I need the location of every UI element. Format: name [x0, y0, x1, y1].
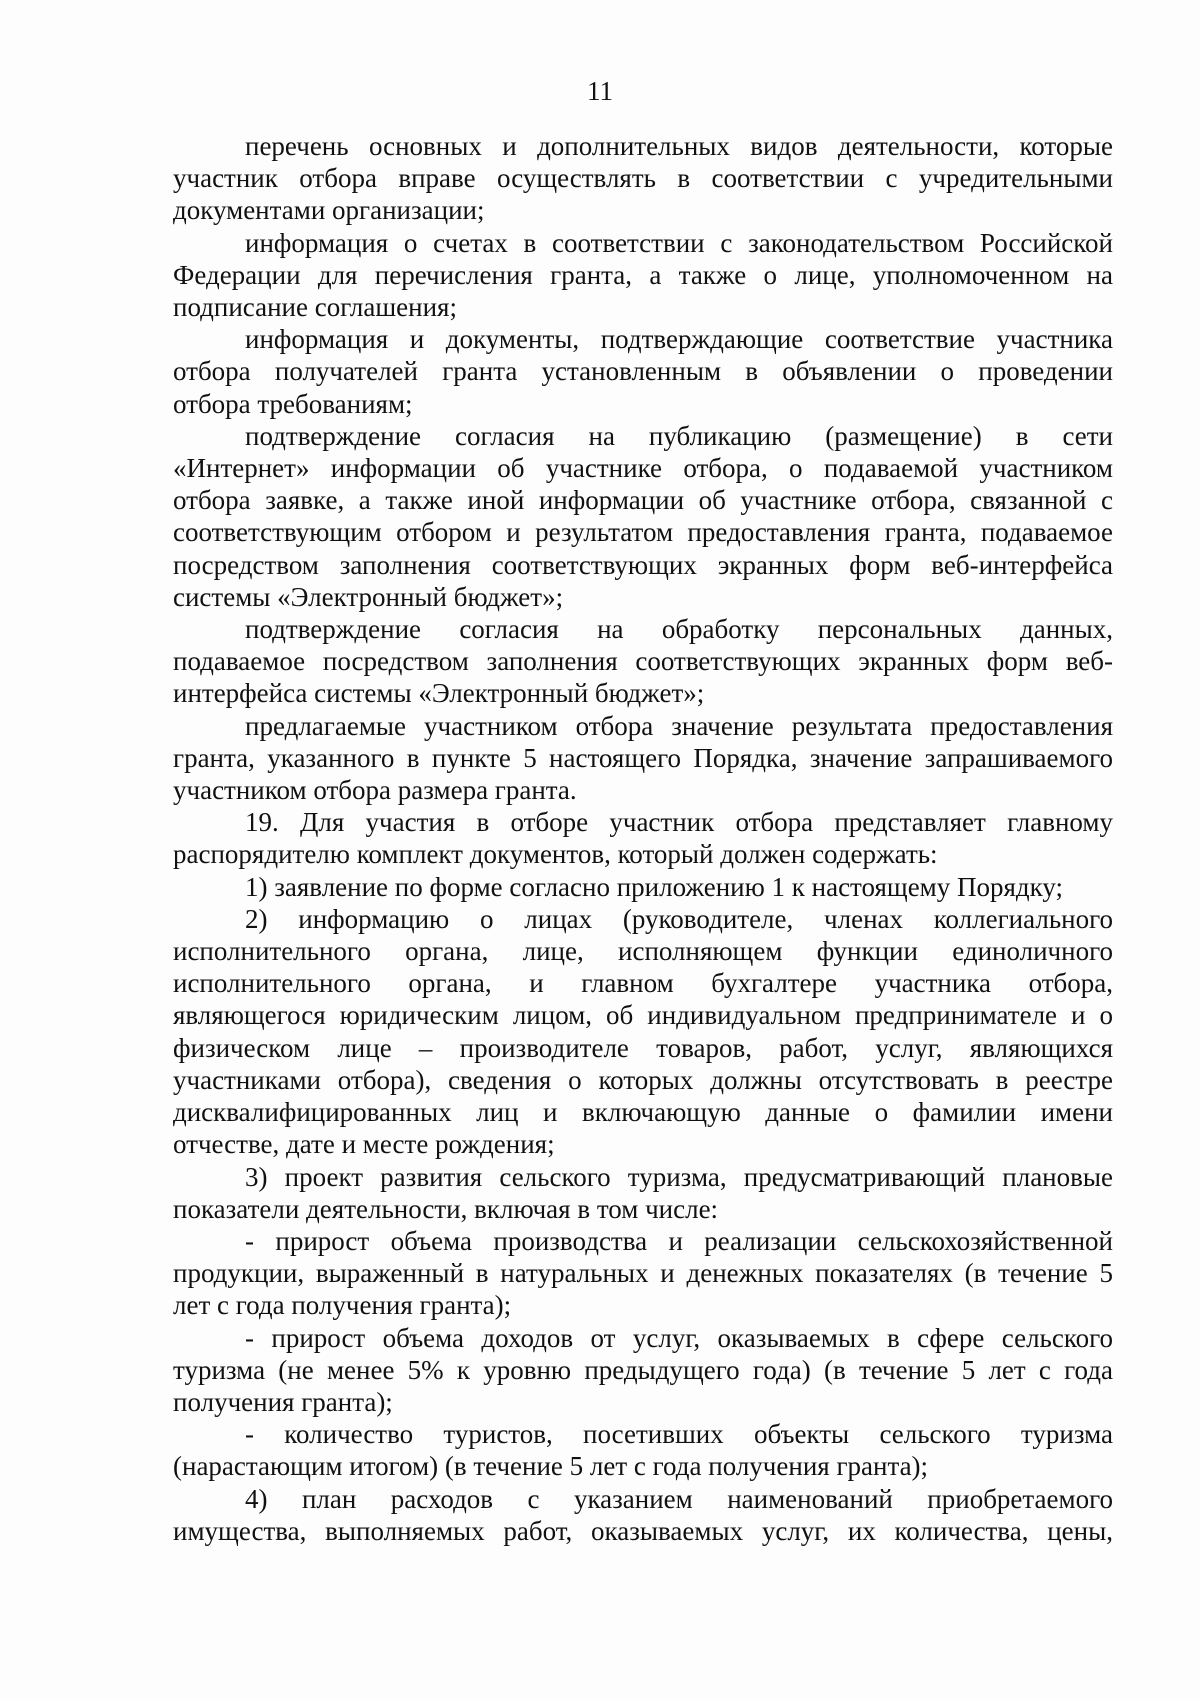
text-line: Федерации для перечисления гранта, а также о лице, уполномоченном на	[173, 259, 1113, 290]
text-line: физическом лице – производителе товаров, работ, услуг, являющихся	[173, 1032, 1113, 1063]
text-line: - прирост объема доходов от услуг, оказываемых в сфере сельского	[245, 1322, 1113, 1353]
text-line: подаваемое посредством заполнения соответствующих экранных форм веб-	[173, 646, 1113, 677]
paragraph	[173, 1418, 1113, 1482]
text-line: 3) проект развития сельского туризма, предусматривающий плановые	[245, 1161, 1113, 1192]
paragraph	[173, 227, 1113, 324]
text-line: участником отбора размера гранта.	[173, 775, 577, 806]
paragraph	[173, 1322, 1113, 1419]
text-line: отчестве, дате и месте рождения;	[173, 1129, 555, 1160]
text-line: 4) план расходов с указанием наименований приобретаемого	[245, 1483, 1113, 1514]
text-line: участник отбора вправе осуществлять в соответствии с учредительными	[173, 163, 1113, 194]
paragraph	[173, 1225, 1113, 1322]
text-line: участниками отбора), сведения о которых должны отсутствовать в реестре	[173, 1064, 1113, 1095]
text-line: отбора заявке, а также иной информации об участнике отбора, связанной с	[173, 485, 1113, 516]
document-body	[173, 130, 1113, 1547]
text-line: подтверждение согласия на публикацию (размещение) в сети	[245, 420, 1113, 451]
text-line: являющегося юридическим лицом, об индивидуальном предпринимателе и о	[173, 1000, 1113, 1031]
text-line: подтверждение согласия на обработку персональных данных,	[245, 614, 1113, 645]
paragraph	[173, 323, 1113, 420]
text-line: продукции, выраженный в натуральных и денежных показателях (в течение 5	[173, 1258, 1113, 1289]
text-line: соответствующим отбором и результатом предоставления гранта, подаваемое	[173, 517, 1113, 548]
page-number: 11	[587, 76, 613, 106]
text-line: предлагаемые участником отбора значение результата предоставления	[245, 710, 1113, 741]
text-line: документами организации;	[173, 195, 485, 226]
text-line: «Интернет» информации об участнике отбора, о подаваемой участником	[173, 453, 1113, 484]
text-line: - количество туристов, посетивших объекты сельского туризма	[245, 1419, 1113, 1450]
text-line: перечень основных и дополнительных видов деятельности, которые	[245, 131, 1113, 161]
text-line: 19. Для участия в отборе участник отбора представляет главному	[245, 807, 1113, 838]
text-line: получения гранта);	[173, 1386, 393, 1417]
paragraph	[173, 1161, 1113, 1225]
paragraph	[173, 613, 1113, 710]
paragraph	[173, 903, 1113, 1161]
text-line: лет с года получения гранта);	[173, 1290, 512, 1321]
text-line: отбора требованиям;	[173, 388, 413, 419]
text-line: - прирост объема производства и реализации сельскохозяйственной	[245, 1225, 1113, 1256]
text-line: отбора получателей гранта установленным в объявлении о проведении	[173, 356, 1113, 387]
text-line: дисквалифицированных лиц и включающую данные о фамилии имени	[173, 1097, 1113, 1128]
text-line: 2) информацию о лицах (руководителе, членах коллегиального	[245, 903, 1113, 934]
text-line: интерфейса системы «Электронный бюджет»;	[173, 678, 705, 709]
paragraph	[173, 871, 1113, 903]
text-line: показатели деятельности, включая в том числе:	[173, 1193, 719, 1224]
text-line: (нарастающим итогом) (в течение 5 лет с года получения гранта);	[173, 1451, 929, 1482]
text-line: распорядителю комплект документов, который должен содержать:	[173, 839, 938, 870]
text-line: информация о счетах в соответствии с законодательством Российской	[245, 227, 1113, 258]
paragraph	[173, 806, 1113, 870]
text-line: исполнительного органа, и главном бухгалтере участника отбора,	[173, 968, 1113, 999]
text-line: системы «Электронный бюджет»;	[173, 581, 564, 612]
paragraph	[173, 1483, 1113, 1547]
text-line: подписание соглашения;	[173, 292, 457, 323]
text-line: исполнительного органа, лице, исполняющем функции единоличного	[173, 936, 1113, 967]
text-line: туризма (не менее 5% к уровню предыдущего года) (в течение 5 лет с года	[173, 1354, 1113, 1385]
text-line: гранта, указанного в пункте 5 настоящего Порядка, значение запрашиваемого	[173, 742, 1113, 773]
paragraph	[173, 130, 1113, 227]
paragraph	[173, 420, 1113, 613]
text-line: посредством заполнения соответствующих экранных форм веб-интерфейса	[173, 549, 1113, 580]
text-line: имущества, выполняемых работ, оказываемых услуг, их количества, цены,	[173, 1515, 1113, 1546]
text-line: 1) заявление по форме согласно приложению 1 к настоящему Порядку;	[245, 871, 1064, 902]
text-line: информация и документы, подтверждающие соответствие участника	[245, 324, 1113, 355]
paragraph	[173, 710, 1113, 807]
